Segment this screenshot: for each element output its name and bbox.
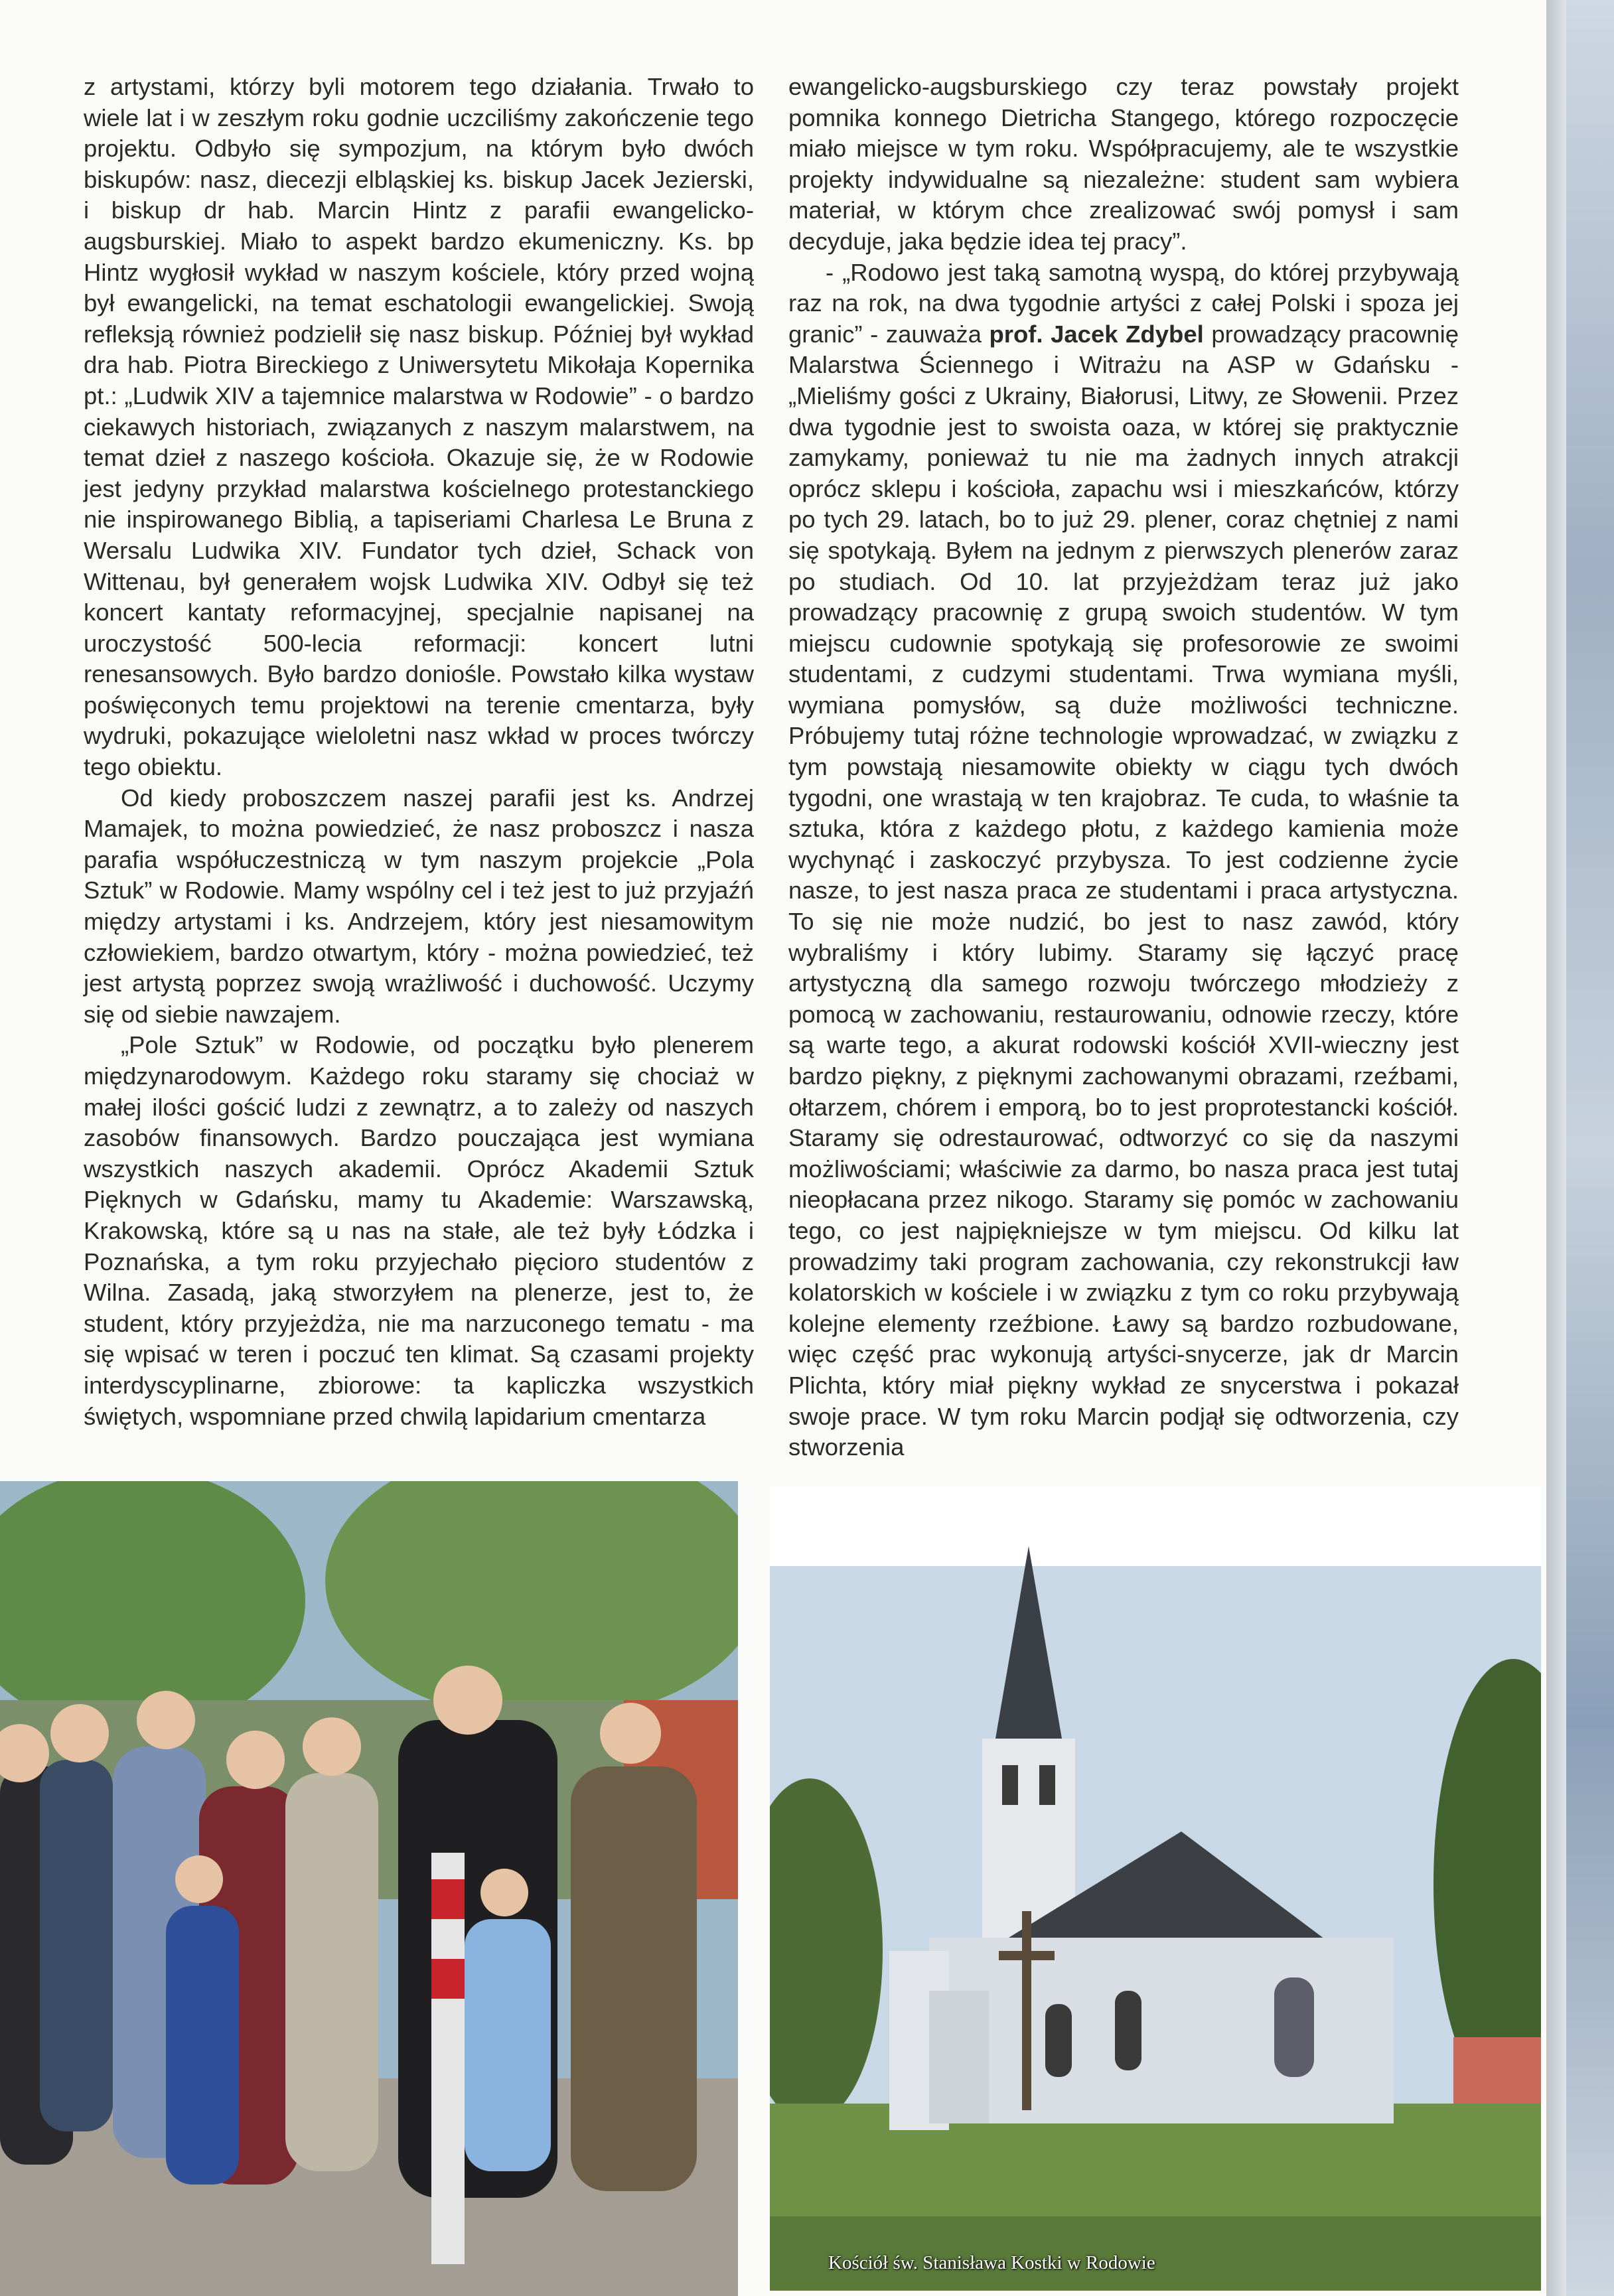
quote-text: prowadzący pracownię Malarstwa Ściennego i Witrażu na ASP w Gdańsku - „Mieliśmy gości z Ukrainy, Białorusi, Litwy, ze Słowenii. Przez dwa tygodnie jest to swoista oaza, w której się praktycznie zamykamy, ponieważ tu nie ma żadnych innych atrakcji oprócz sklepu i kościoła, zapachu wsi i mieszkańców, którzy po tych 29. latach, bo to już 29. plener, coraz chętniej z nami się spotykają. Byłem na jednym z pierwszych plenerów zaraz po studiach. Od 10. lat przyjeżdżam teraz już jako prowadzący pracownię z grupą swoich studentów. W tym miejscu cudownie spotykają się profesorowie ze swoimi studentami, z cudzymi studentami. Trwa wymiana myśli, wymiana pomysłów, są duże możliwości techniczne. Próbujemy tutaj różne technologie wprowadzać, w związku z tym powstają niesamowite obiekty w ciągu tych dwóch tygodni, one wrastają w ten krajobraz. Te cuda, to właśnie ta sztuka, która z każdego płotu, z każdego kamienia może wychynąć i zaskoczyć przybysza. To jest codzienne życie nasze, to jest nasza praca ze studentami i praca artystyczna. To się nie może nudzić, bo jest to nasz zawód, który wybraliśmy i który lubimy. Staramy się łączyć pracę artystyczną dla samego rozwoju twórczego młodzieży z pomocą w zachowaniu, restaurowaniu, odnowie rzeczy, które są warte tego, a akurat rodowski kościół XVII-wieczny jest bardzo piękny, z pięknymi zachowanymi obrazami, rzeźbami, ołtarzem, chórem i emporą, bo to jest proprotestancki kościół. Staramy się odrestaurować, odtworzyć co się da naszymi możliwościami; właściwie za darmo, bo nasza praca jest tutaj nieopłacana przez nikogo. Staramy się pomóc w zachowaniu tego, co jest najpiękniejsze w tym miejscu. Od kilku lat prowadzimy taki program zachowania, czy rekonstrukcji ław kolatorskich w kościele i w związku z tym co roku przybywają kolejne elementy rzeźbione. Ławy są bardzo rozbudowane, więc część prac wykonują artyści-snycerze, jak dr Marcin Plichta, który miał piękny wykład ze snycerstwa i pokazał swoje prace. W tym roku Marcin podjął się odtworzenia, czy stworzenia <box>788 320 1459 1461</box>
paragraph: Od kiedy proboszczem naszej parafii jest ks. Andrzej Mamajek, to można powiedzieć, że nasz proboszcz i nasza parafia współuczestniczą w tym naszym projekcie „Pola Sztuk” w Rodowie. Mamy wspólny cel i też jest to już przyjaźń między artystami i ks. Andrzejem, który jest niesamowitym człowiekiem, bardzo otwartym, który - można powiedzieć, też jest artystą poprzez swoją wrażliwość i duchowość. Uczymy się od siebie nawzajem. <box>84 784 754 1028</box>
text-column-right <box>788 72 1459 1463</box>
paragraph: „Pole Sztuk” w Rodowie, od początku było plenerem międzynarodowym. Każdego roku staramy się chociaż w małej ilości gościć ludzi z zewnątrz, a to zależy od naszych zasobów finansowych. Bardzo pouczająca jest wymiana wszystkich naszych akademii. Oprócz Akademii Sztuk Pięknych w Gdańsku, mamy tu Akademie: Warszawską, Krakowską, które są u nas na stałe, ale też były Łódzka i Poznańska, a tym roku przyjechało pięcioro studentów z Wilna. Zasadą, jaką stworzyłem na plenerze, jest to, że student, który przyjeżdża, nie ma narzuconego tematu - ma się wpisać w teren i poczuć ten klimat. Są czasami projekty interdyscyplinarne, zbiorowe: ta kapliczka wszystkich świętych, wspomniane przed chwilą lapidarium cmentarza <box>84 1031 754 1430</box>
paragraph: ewangelicko-augsburskiego czy teraz powstały projekt pomnika konnego Dietricha Stangego, którego rozpoczęcie miało miejsce w tym roku. Współpracujemy, ale te wszystkie projekty indywidualne są niezależne: student sam wybiera materiał, w którym chce zrealizować swój pomysł i sam decyduje, jaka będzie idea tej pracy”. <box>788 73 1459 255</box>
church-photo <box>770 1486 1541 2291</box>
group-photo <box>0 1481 738 2296</box>
text-column-left <box>84 72 754 1432</box>
adjacent-page-strip <box>1566 0 1614 2296</box>
photo-caption: Kościół św. Stanisława Kostki w Rodowie <box>828 2252 1155 2273</box>
paragraph <box>788 257 1459 1463</box>
paragraph: z artystami, którzy byli motorem tego działania. Trwało to wiele lat i w zeszłym roku godnie uczciliśmy zakończenie tego projektu. Odbyło się sympozjum, na którym było dwóch biskupów: nasz, diecezji elbląskiej ks. biskup Jacek Jezierski, i biskup dr hab. Marcin Hintz z parafii ewangelicko-augsburskiej. Miało to aspekt bardzo ekumeniczny. Ks. bp Hintz wygłosił wykład w naszym kościele, który przed wojną był ewangelicki, na temat eschatologii ewangelickiej. Swoją refleksją również podzielił się nasz biskup. Później był wykład dra hab. Piotra Bireckiego z Uniwersytetu Mikołaja Kopernika pt.: „Ludwik XIV a tajemnice malarstwa w Rodowie” - o bardzo ciekawych historiach, związanych z naszym malarstwem, na temat dzieł z naszego kościoła. Okazuje się, że w Rodowie jest jedyny przykład malarstwa kościelnego protestanckiego nie inspirowanego Biblią, a tapiseriami Charlesa Le Bruna z Wersalu Ludwika XIV. Fundator tych dzieł, Schack von Wittenau, był generałem wojsk Ludwika XIV. Odbył się też koncert kantaty reformacyjnej, specjalnie napisanej na uroczystość 500-lecia reformacji: koncert lutni renesansowych. Było bardzo doniośle. Powstało kilka wystaw poświęconych temu projektowi na terenie cmentarza, były wydruki, pokazujące wieloletni nasz wkład w proces twórczy tego obiektu. <box>84 73 754 781</box>
group-photo-illustration <box>0 1481 738 2296</box>
quote-text: - „Rodowo jest taką samotną wyspą, do której przybywają raz na rok, na dwa tygodnie artyści z całej Polski i spoza jej granic” - zauważa <box>788 258 1459 348</box>
church-photo-illustration <box>770 1486 1541 2291</box>
person-name: prof. Jacek Zdybel <box>989 320 1204 348</box>
